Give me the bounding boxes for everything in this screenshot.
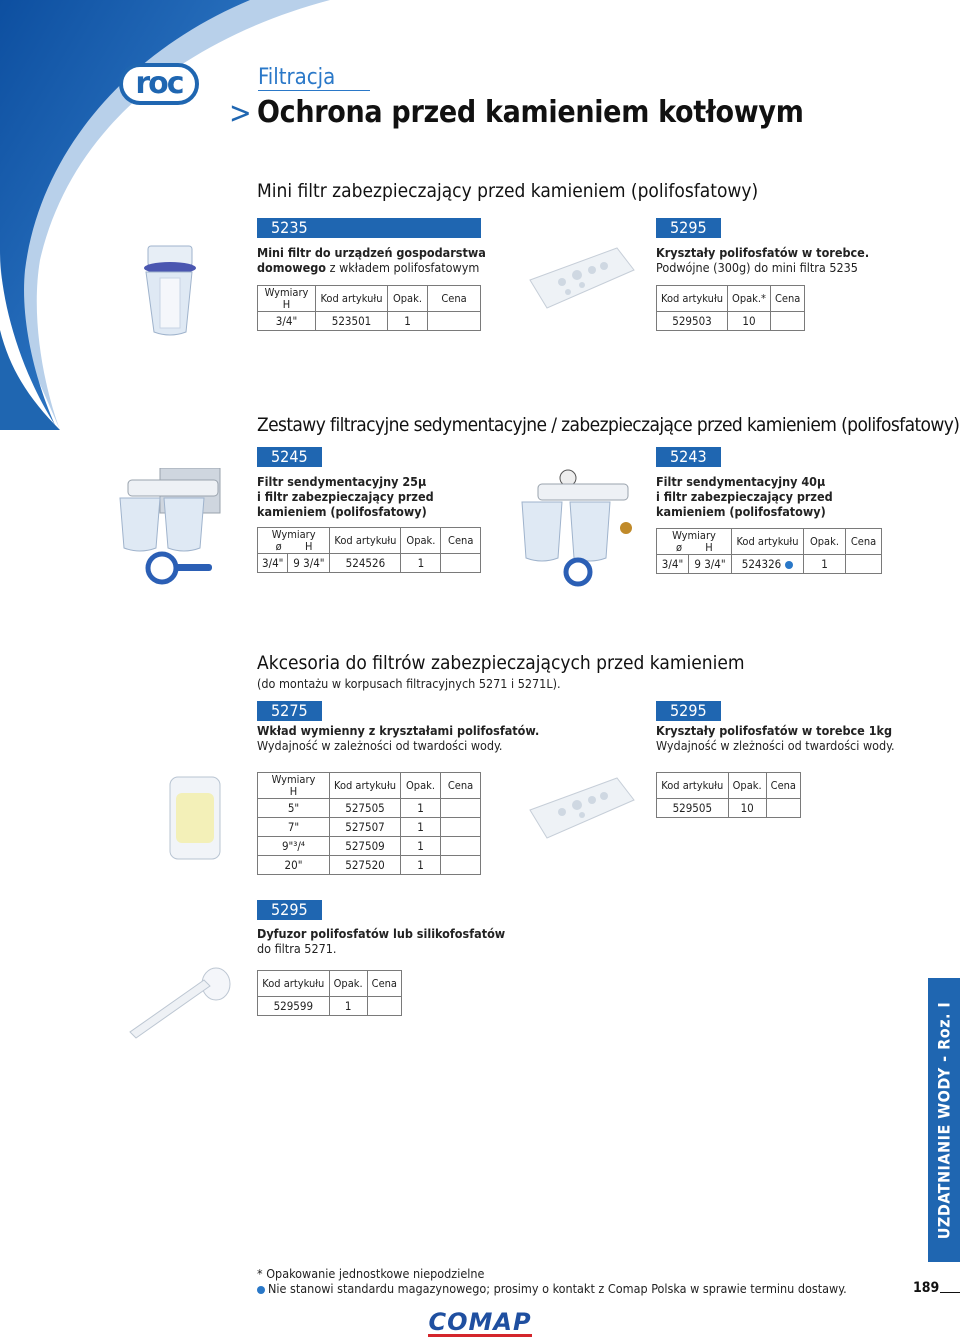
product-code-5295-a: 5295 [656, 218, 721, 238]
table-row: 7" 527507 1 [258, 818, 481, 837]
col-wymiary: Wymiary H [258, 286, 316, 312]
side-chapter-tab [928, 978, 960, 1262]
section-3-title: Akcesoria do filtrów zabezpieczających przed kamieniem [257, 652, 745, 674]
table-header: Wymiary ø H Kod artykułu Opak. Cena [657, 529, 882, 555]
filter-set-5245-photo [110, 468, 245, 592]
crystals-bag-1kg-photo [522, 770, 642, 849]
filter-set-5243-photo [508, 468, 648, 592]
table-5275 [257, 772, 481, 875]
col-cena: Cena [428, 286, 481, 312]
table-row: 9"³/⁴ 527509 1 [258, 837, 481, 856]
table-header [258, 286, 481, 312]
table-5295-b [656, 772, 801, 818]
page-number-rule [940, 1292, 960, 1293]
table-5295-a [656, 285, 805, 331]
crystals-bag-photo [522, 240, 642, 319]
page-title: Ochrona przed kamieniem kotłowym [257, 95, 804, 130]
table-header: Wymiary ø H Kod artykułu Opak. Cena [258, 528, 481, 554]
product-code-5245: 5245 [257, 447, 322, 467]
table-row: 3/4" 9 3/4" 524326 1 [657, 555, 882, 574]
table-row: 529505 10 [657, 799, 801, 818]
table-row: 20" 527520 1 [258, 856, 481, 875]
diffuser-photo [118, 962, 238, 1056]
product-code-5235: 5235 [257, 218, 481, 238]
section-3-subtitle: (do montażu w korpusach filtracyjnych 5271 i 5271L). [257, 676, 561, 691]
product-code-5275: 5275 [257, 701, 322, 721]
table-header: Kod artykułu Opak. Cena [657, 773, 801, 799]
cartridge-photo [160, 773, 230, 867]
col-opak: Opak. [388, 286, 428, 312]
table-5243 [656, 528, 882, 574]
table-5245 [257, 527, 481, 573]
product-5295-c-description: Dyfuzor polifosfatów lub silikofosfatów do filtra 5271. [257, 926, 506, 956]
roc-logo [119, 63, 199, 105]
section-2-title: Zestawy filtracyjne sedymentacyjne / zabezpieczające przed kamieniem (polifosfatowy) [257, 414, 960, 436]
table-row: 5" 527505 1 [258, 799, 481, 818]
product-5243-description: Filtr sendymentacyjny 40µ i filtr zabezpieczający przed kamieniem (polifosfatowy) [656, 474, 833, 519]
comap-logo-text: COMAP [428, 1307, 532, 1336]
desc-bold-1: Mini filtr do urządzeń gospodarstwa [257, 245, 486, 260]
product-5275-description: Wkład wymienny z kryształami polifosfatów. Wydajność w zależności od twardości wody. [257, 723, 540, 753]
table-5235 [257, 285, 481, 331]
non-stock-dot-icon [257, 1286, 265, 1294]
table-row: 3/4" 9 3/4" 524526 1 [258, 554, 481, 573]
table-5295-c [257, 970, 402, 1016]
comap-logo [405, 1307, 555, 1336]
category-label: Filtracja [258, 66, 370, 91]
desc-bold-2: domowego [257, 260, 327, 275]
non-stock-dot-icon [785, 561, 793, 569]
section-1-title: Mini filtr zabezpieczający przed kamieniem (polifosfatowy) [257, 180, 759, 202]
desc-rest-2: z wkładem polifosfatowym [329, 260, 480, 275]
page-number: 189 [913, 1280, 940, 1296]
header-arrow: > [229, 96, 252, 131]
product-5295-a-description: Kryształy polifosfatów w torebce. Podwójne (300g) do mini filtra 5235 [656, 245, 870, 275]
table-header: Wymiary H Kod artykułu Opak. Cena [258, 773, 481, 799]
product-code-5243: 5243 [656, 447, 721, 467]
mini-filter-photo [120, 240, 220, 344]
footnote-2: Nie stanowi standardu magazynowego; prosimy o kontakt z Comap Polska w sprawie terminu dostawy. [257, 1281, 897, 1296]
product-5245-description: Filtr sendymentacyjny 25µ i filtr zabezpieczający przed kamieniem (polifosfatowy) [257, 474, 434, 519]
table-row: 3/4" 523501 1 [258, 312, 481, 331]
product-code-5295-b: 5295 [656, 701, 721, 721]
table-header: Kod artykułu Opak.* Cena [657, 286, 805, 312]
side-chapter-label: UZDATNIANIE WODY - Roz. I [934, 1001, 954, 1239]
product-code-5295-c: 5295 [257, 900, 322, 920]
product-5295-b-description: Kryształy polifosfatów w torebce 1kg Wydajność w zleżności od twardości wody. [656, 723, 895, 753]
table-row: 529599 1 [258, 997, 402, 1016]
table-header: Kod artykułu Opak. Cena [258, 971, 402, 997]
roc-logo-text: roc [135, 66, 183, 101]
table-row: 529503 10 [657, 312, 805, 331]
footnote-1: * Opakowanie jednostkowe niepodzielne [257, 1266, 485, 1281]
col-kod: Kod artykułu [316, 286, 388, 312]
product-5235-description [257, 245, 497, 275]
asterisk-mark: * [257, 1266, 263, 1281]
